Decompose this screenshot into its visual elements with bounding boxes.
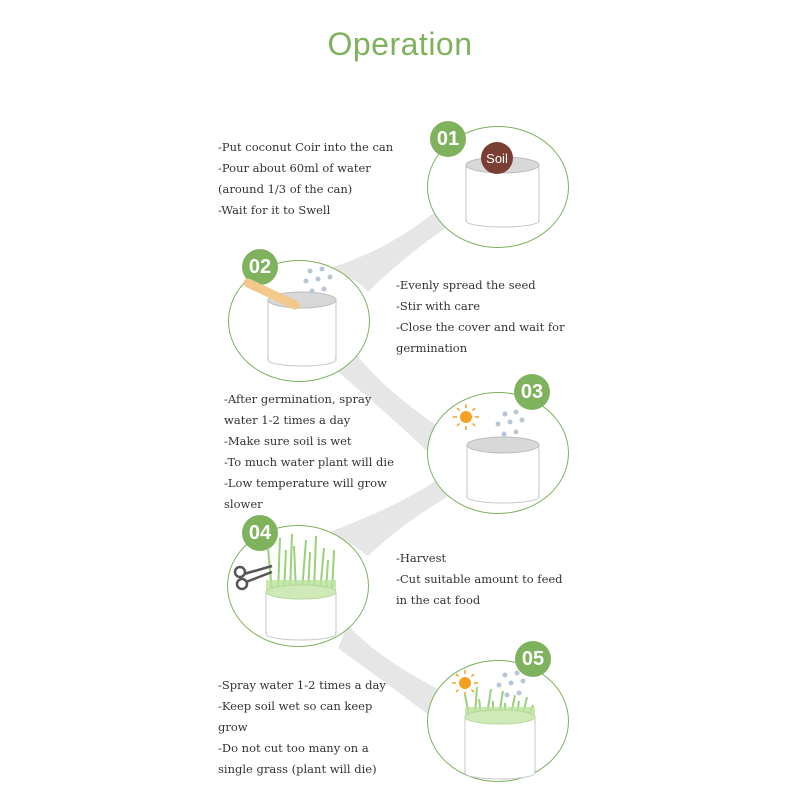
soil-label: Soil	[486, 151, 508, 166]
step-01-instructions	[218, 137, 393, 221]
step-03-instructions	[224, 389, 394, 515]
water-drops-icon	[496, 410, 525, 437]
step-02-can-with-stirrer-illustration	[240, 265, 360, 370]
step-03-line: -To much water plant will die	[224, 455, 394, 469]
step-04-can-with-grass-and-scissors-illustration	[228, 520, 353, 645]
step-01-badge: 01	[430, 121, 466, 157]
step-01-can-with-soil-illustration	[455, 140, 555, 235]
step-05-line: -Do not cut too many on a	[218, 741, 369, 755]
sun-icon	[453, 404, 479, 430]
step-01-line: (around 1/3 of the can)	[218, 182, 353, 196]
step-05-instructions	[218, 675, 386, 780]
step-05-line: -Spray water 1-2 times a day	[218, 678, 386, 692]
sun-icon	[452, 670, 478, 696]
water-drops-icon	[304, 267, 333, 294]
step-02-line: -Evenly spread the seed	[396, 278, 536, 292]
step-01-line: -Pour about 60ml of water	[218, 161, 371, 175]
step-04-line: -Cut suitable amount to feed	[396, 572, 563, 586]
step-04-instructions	[396, 548, 563, 611]
step-05-badge: 05	[515, 641, 551, 677]
step-03-line: slower	[224, 497, 263, 511]
step-03-line: -Low temperature will grow	[224, 476, 387, 490]
step-02-instructions	[396, 275, 565, 359]
page-title: Operation	[327, 26, 473, 62]
step-03-line: -After germination, spray	[224, 392, 372, 406]
step-01-line: -Put coconut Coir into the can	[218, 140, 394, 154]
water-drops-icon	[497, 671, 526, 698]
step-04-line: -Harvest	[396, 551, 447, 565]
step-05-line: single grass (plant will die)	[218, 762, 377, 776]
step-05-line: -Keep soil wet so can keep	[218, 699, 373, 713]
step-04-line: in the cat food	[396, 593, 481, 607]
step-03-line: water 1-2 times a day	[224, 413, 351, 427]
step-02-line: -Stir with care	[396, 299, 481, 313]
step-05-can-with-grown-grass-illustration	[447, 665, 557, 785]
step-01-line: -Wait for it to Swell	[218, 203, 331, 217]
step-04-badge: 04	[242, 515, 278, 551]
step-02-badge: 02	[242, 249, 278, 285]
step-03-can-with-sun-and-water-illustration	[450, 400, 560, 505]
step-03-badge: 03	[514, 374, 550, 410]
step-02-line: germination	[396, 341, 468, 355]
step-03-line: -Make sure soil is wet	[224, 434, 352, 448]
step-05-line: grow	[218, 720, 248, 734]
step-02-line: -Close the cover and wait for	[396, 320, 565, 334]
